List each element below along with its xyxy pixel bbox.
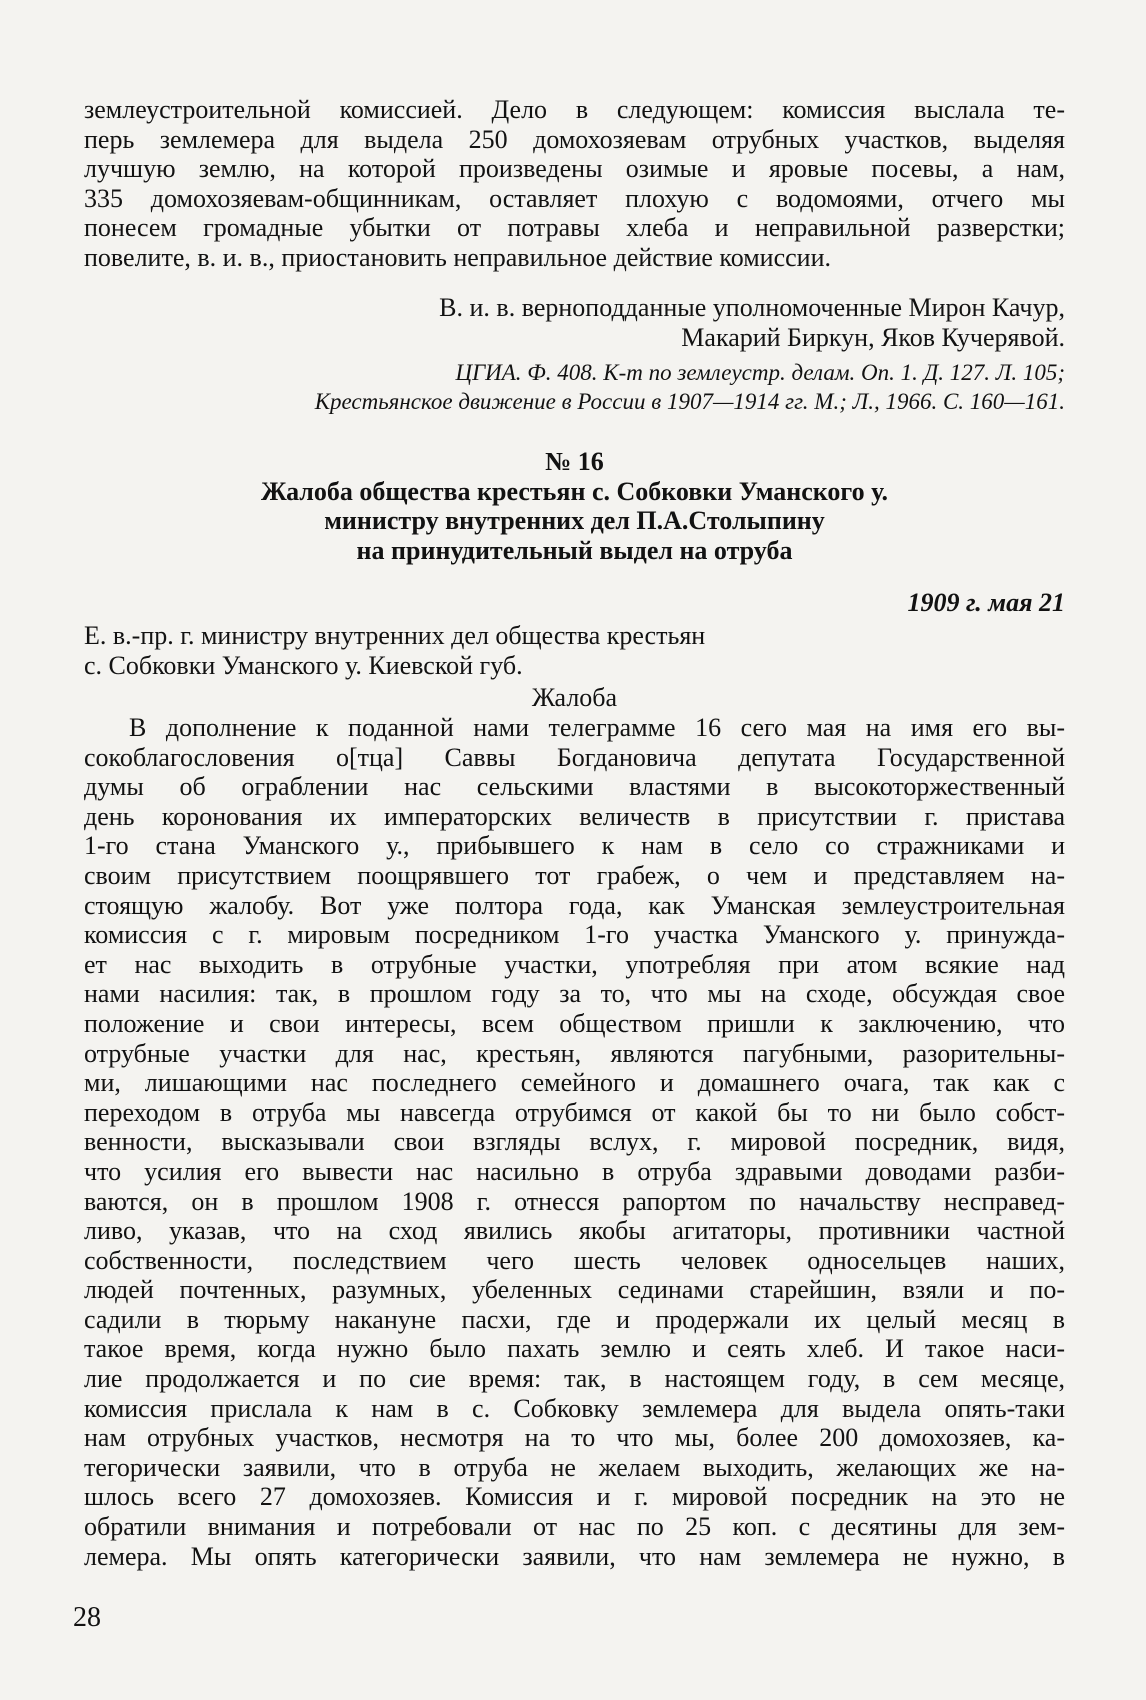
text-line: ет нас выходить в отрубные участки, употребляя при атом всякие над [84,949,1065,979]
citation-block [84,358,1065,416]
citation-line: ЦГИА. Ф. 408. К-т по землеустр. делам. Оп. 1. Д. 127. Л. 105; [455,360,1065,385]
body-paragraph [84,713,1065,1571]
title-line: министру внутренних дел П.А.Столыпину [324,506,825,536]
document-date-block [84,588,1065,618]
archival-citation [84,358,1065,416]
text-line: собственности, последствием чего шесть человек односельцев наших, [84,1245,1065,1275]
text-line: лучшую землю, на которой произведены озимые и яровые посевы, а нам, [84,154,1065,184]
text-line: венности, высказывали свои взгляды вслух, г. мировой посредник, видя, [84,1127,1065,1157]
text-line: комиссия прислала к нам в с. Собковку землемера для выдела опять-таки [84,1393,1065,1423]
address-line: Е. в.-пр. г. министру внутренних дел общества крестьян [84,621,706,650]
text-line: 335 домохозяевам-общинникам, оставляет плохую с водомоями, отчего мы [84,183,1065,213]
text-line: думы об ограблении нас сельскими властями в высокоторжественный [84,772,1065,802]
text-line: понесем громадные убытки от потравы хлеба и неправильной разверстки; [84,213,1065,243]
text-line: день коронования их императорских величеств в присутствии г. пристава [84,801,1065,831]
text-line: перь землемера для выдела 250 домохозяевам отрубных участков, выделяя [84,124,1065,154]
text-line: обратили внимания и потребовали от нас по 25 коп. с десятины для зем- [84,1512,1065,1542]
citation-line: Крестьянское движение в России в 1907—1914 гг. М.; Л., 1966. С. 160—161. [314,389,1065,414]
text-line: тегорически заявили, что в отруба не желаем выходить, желающих же на- [84,1452,1065,1482]
signature-line: В. и. в. верноподданные уполномоченные Мирон Качур, [439,293,1065,322]
text-line: комиссия с г. мировым посредником 1-го участка Уманского у. принужда- [84,920,1065,950]
text-line: отрубные участки для нас, крестьян, являются пагубными, разорительны- [84,1038,1065,1068]
text-line: такое время, когда нужно было пахать землю и сеять хлеб. И такое наси- [84,1334,1065,1364]
document-subtitle: Жалоба [531,683,618,712]
text-line: что усилия его вывести нас насильно в отруба здравыми доводами разби- [84,1156,1065,1186]
title-line: на принудительный выдел на отруба [356,535,793,565]
document-title [84,477,1065,566]
intro-paragraph-text [84,95,1065,273]
body-paragraph-text [84,713,1065,1571]
signature-block [84,293,1065,352]
text-line: сокоблагословения о[тца] Саввы Богдановича депутата Государственной [84,742,1065,772]
text-line: своим присутствием поощрявшего тот грабеж, о чем и представляем на- [84,860,1065,890]
text-line: шлось всего 27 домохозяев. Комиссия и г. мировой посредник на это не [84,1482,1065,1512]
addressee [84,621,1065,680]
text-line: землеустроительной комиссией. Дело в следующем: комиссия выслала те- [84,95,1065,124]
text-line: ливо, указав, что на сход явились якобы агитаторы, противники частной [84,1216,1065,1246]
title-line: Жалоба общества крестьян с. Собковки Уманского у. [261,476,888,506]
document-heading [84,447,1065,565]
address-line: с. Собковки Уманского у. Киевской губ. [84,650,523,680]
text-line: лемера. Мы опять категорически заявили, что нам землемера не нужно, в [84,1541,1065,1571]
text-line: нами насилия: так, в прошлом году за то, что мы на сходе, обсуждая свое [84,979,1065,1009]
text-line: повелите, в. и. в., приостановить неправильное действие комиссии. [84,242,832,272]
intro-paragraph [84,95,1065,273]
text-line: положение и свои интересы, всем обществом пришли к заключению, что [84,1008,1065,1038]
page-number: 28 [73,1602,101,1633]
text-line: людей почтенных, разумных, убеленных сединами старейшин, взяли и по- [84,1275,1065,1305]
text-line: садили в тюрьму накануне пасхи, где и продержали их целый месяц в [84,1304,1065,1334]
text-line: стоящую жалобу. Вот уже полтора года, как Уманская землеустроительная [84,890,1065,920]
text-line: ми, лишающими нас последнего семейного и домашнего очага, так как с [84,1068,1065,1098]
address-block [84,621,1065,680]
text-line: ваются, он в прошлом 1908 г. отнесся рапортом по начальству несправед- [84,1186,1065,1216]
signature [84,293,1065,352]
document-date: 1909 г. мая 21 [907,588,1065,617]
subtitle-block [84,683,1065,713]
signature-line: Макарий Биркун, Яков Кучерявой. [681,322,1065,352]
text-line: переходом в отруба мы навсегда отрубимся от какой бы то ни было собст- [84,1097,1065,1127]
document-number: № 16 [545,447,604,476]
text-line: В дополнение к поданной нами телеграмме 16 сего мая на имя его вы- [129,713,1065,742]
text-line: лие продолжается и по сие время: так, в настоящем году, в сем месяце, [84,1364,1065,1394]
text-line: нам отрубных участков, несмотря на то что мы, более 200 домохозяев, ка- [84,1423,1065,1453]
text-line: 1-го стана Уманского у., прибывшего к нам в село со стражниками и [84,831,1065,861]
